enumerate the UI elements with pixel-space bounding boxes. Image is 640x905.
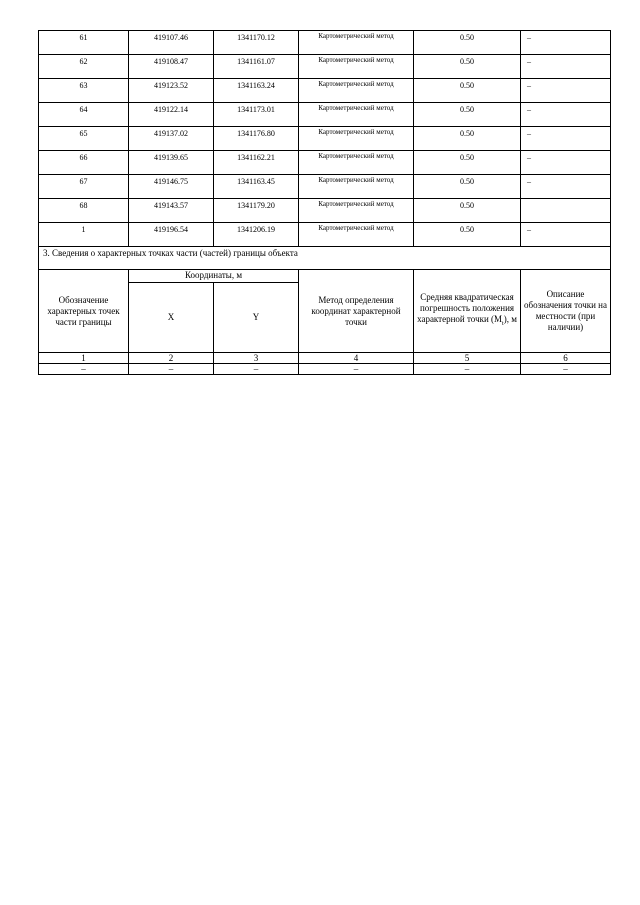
description: – [521,151,611,175]
point-number: 68 [39,199,129,223]
header-row-1 [39,270,611,283]
empty-cell: – [299,364,414,375]
method: Картометрический метод [299,223,414,247]
mean-error: 0.50 [414,199,521,223]
header-error-tail: ), м [503,314,517,325]
method: Картометрический метод [299,175,414,199]
method: Картометрический метод [299,79,414,103]
mean-error: 0.50 [414,127,521,151]
column-number: 4 [299,353,414,364]
description: – [521,175,611,199]
empty-cell: – [39,364,129,375]
header-description: Описание обозначения точки на местности (при наличии) [521,270,611,353]
coord-x: 419139.65 [129,151,214,175]
description: – [521,79,611,103]
point-number: 65 [39,127,129,151]
coord-y: 1341162.21 [214,151,299,175]
coord-y: 1341161.07 [214,55,299,79]
point-number: 66 [39,151,129,175]
mean-error: 0.50 [414,151,521,175]
mean-error: 0.50 [414,103,521,127]
point-rows [39,31,611,247]
boundary-points-table [38,30,611,375]
coord-x: 419196.54 [129,223,214,247]
coord-y: 1341179.20 [214,199,299,223]
coord-y: 1341170.12 [214,31,299,55]
method: Картометрический метод [299,199,414,223]
header-designation: Обозначение характерных точек части границы [39,270,129,353]
table-row [39,151,611,175]
header-coordinates: Координаты, м [129,270,299,283]
coord-y: 1341176.80 [214,127,299,151]
table-row [39,127,611,151]
table-row [39,55,611,79]
column-number: 1 [39,353,129,364]
coord-x: 419108.47 [129,55,214,79]
mean-error: 0.50 [414,55,521,79]
header-x: X [129,283,214,353]
mean-error: 0.50 [414,223,521,247]
empty-cell: – [414,364,521,375]
mean-error: 0.50 [414,79,521,103]
header-error-sub: t [502,320,504,327]
header-method: Метод определения координат характерной точки [299,270,414,353]
mean-error: 0.50 [414,31,521,55]
method: Картометрический метод [299,127,414,151]
section-3-title: 3. Сведения о характерных точках части (частей) границы объекта [39,247,611,270]
column-number: 2 [129,353,214,364]
coord-x: 419107.46 [129,31,214,55]
coord-x: 419146.75 [129,175,214,199]
point-number: 63 [39,79,129,103]
coord-y: 1341206.19 [214,223,299,247]
header-y: Y [214,283,299,353]
coord-x: 419137.02 [129,127,214,151]
coord-x: 419122.14 [129,103,214,127]
empty-cell: – [214,364,299,375]
empty-data-row [39,364,611,375]
method: Картометрический метод [299,103,414,127]
mean-error: 0.50 [414,175,521,199]
description: – [521,103,611,127]
empty-cell: – [129,364,214,375]
coord-y: 1341163.45 [214,175,299,199]
table-row [39,79,611,103]
description: – [521,127,611,151]
coord-y: 1341173.01 [214,103,299,127]
point-number: 61 [39,31,129,55]
column-number: 3 [214,353,299,364]
header-error [414,270,521,353]
table-row [39,175,611,199]
method: Картометрический метод [299,55,414,79]
description: – [521,55,611,79]
point-number: 62 [39,55,129,79]
column-number: 5 [414,353,521,364]
table-row [39,103,611,127]
coord-x: 419143.57 [129,199,214,223]
method: Картометрический метод [299,151,414,175]
table-row [39,31,611,55]
coord-x: 419123.52 [129,79,214,103]
column-number-row [39,353,611,364]
coord-y: 1341163.24 [214,79,299,103]
point-number: 1 [39,223,129,247]
column-number: 6 [521,353,611,364]
point-number: 67 [39,175,129,199]
table-row [39,223,611,247]
method: Картометрический метод [299,31,414,55]
point-number: 64 [39,103,129,127]
description: – [521,31,611,55]
table-row [39,199,611,223]
header-error-text: Средняя квадратическая погрешность положения характерной точки (M [417,292,515,325]
description: – [521,223,611,247]
empty-cell: – [521,364,611,375]
description [521,199,611,223]
section-3-title-row [39,247,611,270]
